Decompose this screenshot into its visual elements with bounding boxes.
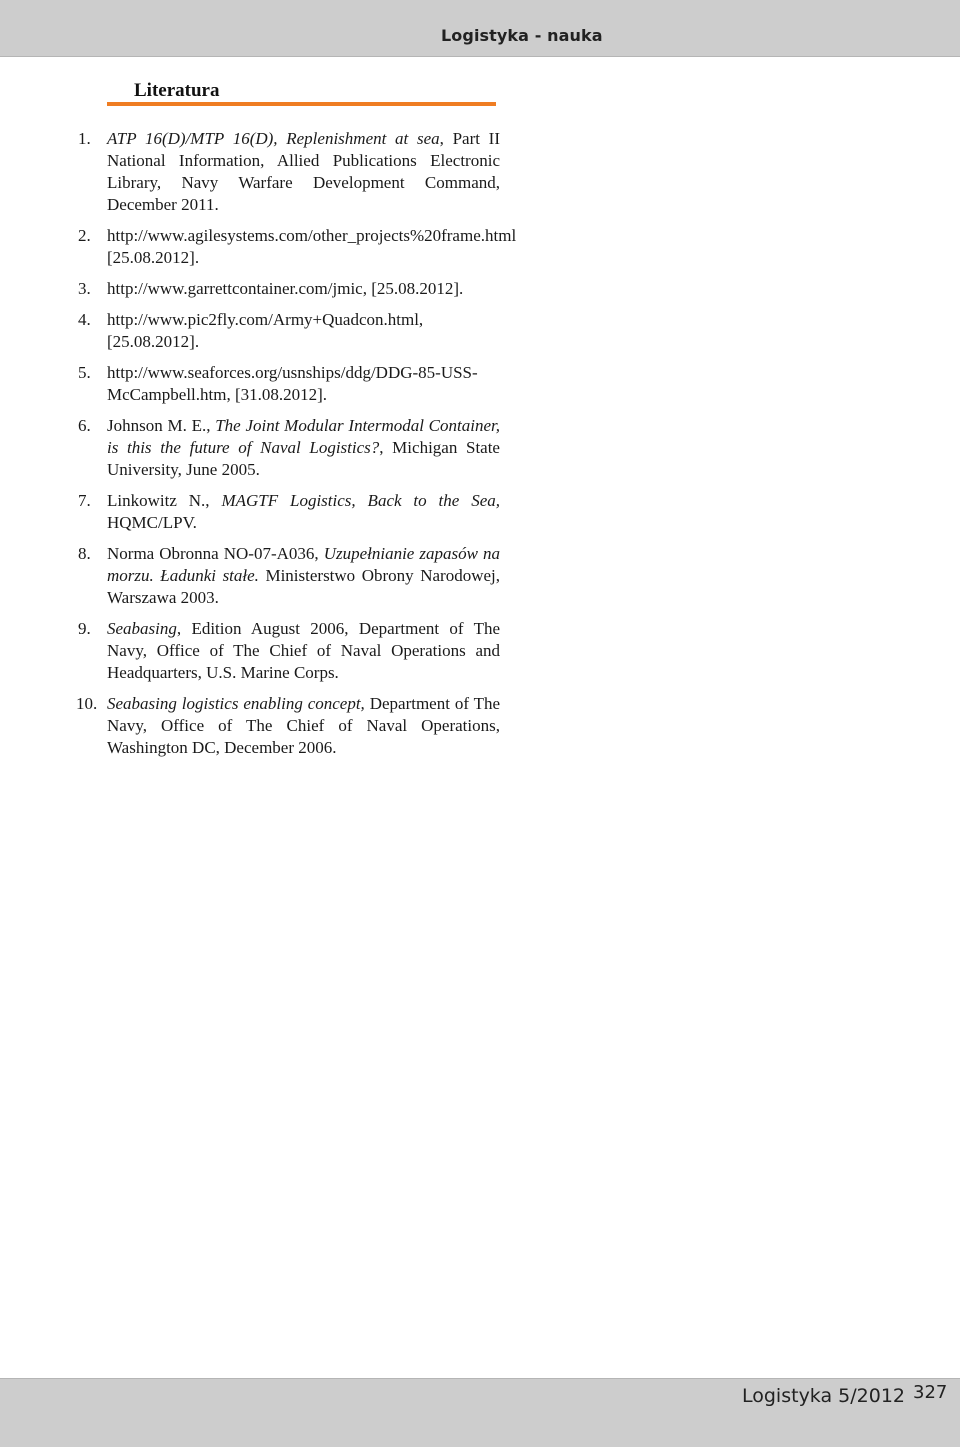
reference-number: 3.	[78, 279, 91, 298]
reference-number: 9.	[78, 619, 91, 638]
reference-number: 7.	[78, 491, 91, 510]
reference-number: 8.	[78, 544, 91, 563]
journal-issue: Logistyka 5/2012	[742, 1385, 906, 1407]
reference-url-text: http://www.garrettcontainer.com/jmic, [25.08.2012].	[107, 279, 464, 298]
reference-url-text: http://www.pic2fly.com/Army+Quadcon.html, [25.08.2012].	[107, 310, 424, 351]
reference-item-6	[76, 415, 500, 481]
reference-author: Linkowitz N.,	[107, 491, 222, 510]
reference-italic-title: Seabasing	[107, 619, 177, 638]
reference-number: 1.	[78, 129, 91, 148]
reference-number: 10.	[76, 694, 98, 713]
reference-italic-title: Uzupełnianie zapasów na morzu. Ładunki stałe.	[107, 544, 500, 585]
reference-number: 2.	[78, 226, 91, 245]
reference-text: , Edition August 2006, Department of The Navy, Office of The Chief of Naval Operations and Headquarters, U.S. Marine Corps.	[107, 619, 500, 682]
reference-url-text: http://www.seaforces.org/usnships/ddg/DDG-85-USS-McCampbell.htm, [31.08.2012].	[107, 363, 478, 404]
reference-item-9	[76, 618, 500, 684]
header-title: Logistyka - nauka	[441, 26, 603, 45]
section-divider	[107, 102, 496, 106]
reference-list	[76, 128, 517, 768]
reference-author: Johnson M. E.,	[107, 416, 216, 435]
reference-text: Ministerstwo Obrony Narodowej, Warszawa 2003.	[107, 566, 500, 607]
section-title: Literatura	[134, 80, 220, 101]
reference-text: Department of The Navy, Office of The Chief of Naval Operations, Washington DC, December 2006.	[107, 694, 500, 757]
reference-italic-title: The Joint Modular Intermodal Container, is this the future of Naval Logistics?	[107, 416, 500, 457]
reference-item-5	[76, 362, 500, 406]
reference-item-3	[76, 278, 500, 300]
reference-item-1	[76, 128, 500, 216]
reference-item-2	[76, 225, 517, 269]
reference-text: HQMC/LPV.	[107, 513, 197, 532]
reference-url-text: http://www.agilesystems.com/other_projects%20frame.html [25.08.2012].	[107, 226, 517, 267]
reference-text: , Part II National Information, Allied Publications Electronic Library, Navy Warfare Development Command, December 2011.	[107, 129, 500, 214]
reference-item-8	[76, 543, 500, 609]
reference-item-4	[76, 309, 500, 353]
reference-italic-title: Seabasing logistics enabling concept,	[107, 694, 365, 713]
reference-number: 5.	[78, 363, 91, 382]
reference-italic-title: MAGTF Logistics, Back to the Sea,	[221, 491, 501, 510]
page-number: 327	[913, 1382, 948, 1403]
reference-item-7	[76, 490, 500, 534]
reference-item-10	[76, 693, 500, 759]
reference-text: , Michigan State University, June 2005.	[107, 438, 500, 479]
reference-author: Norma Obronna NO-07-A036,	[107, 544, 324, 563]
reference-italic-title: ATP 16(D)/MTP 16(D), Replenishment at sea	[107, 129, 440, 148]
reference-number: 6.	[78, 416, 91, 435]
reference-number: 4.	[78, 310, 91, 329]
